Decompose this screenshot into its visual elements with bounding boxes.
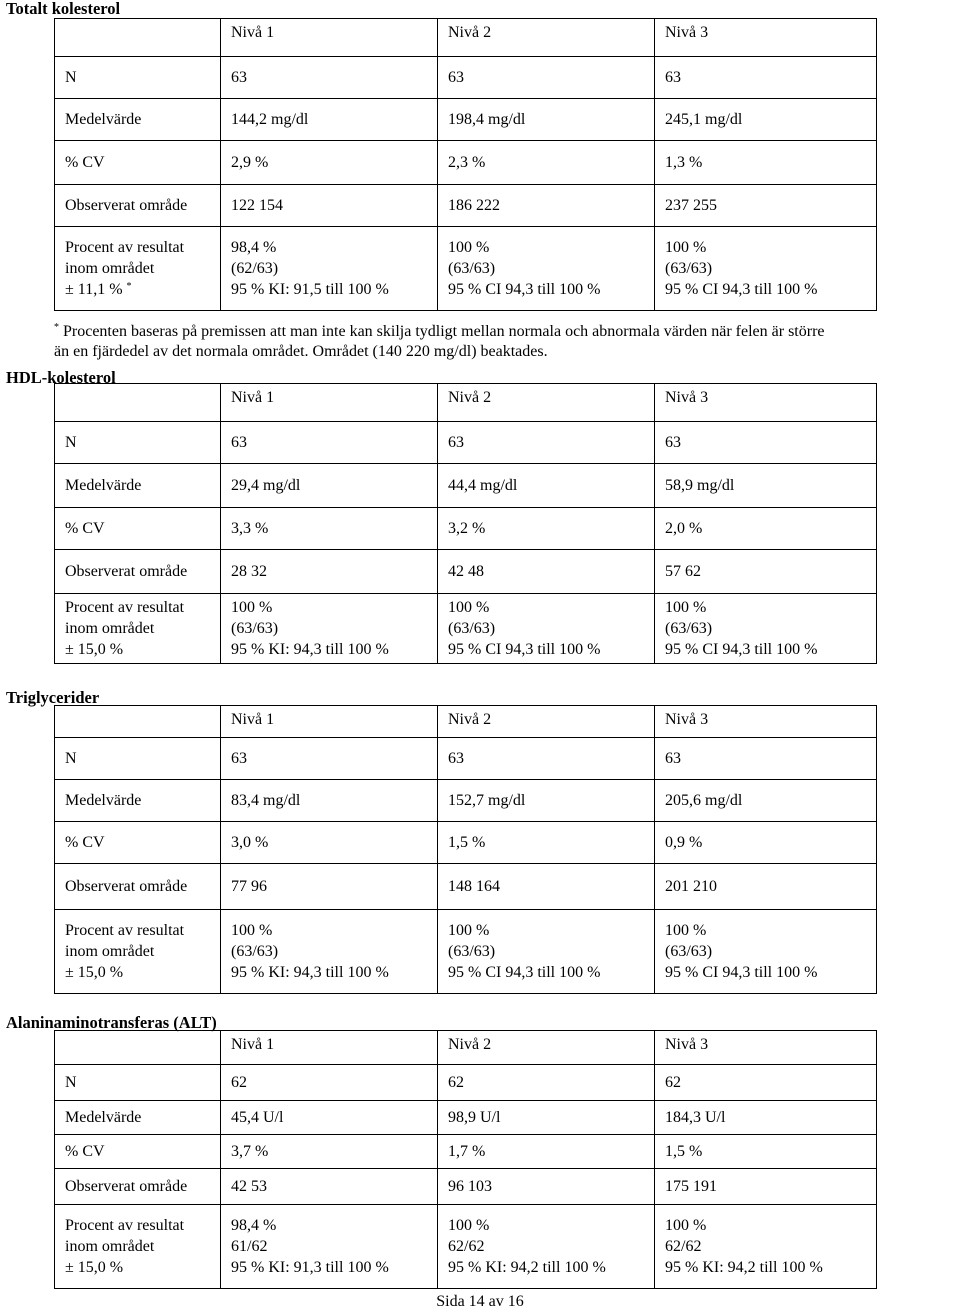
- table-row: [55, 99, 877, 141]
- cell-value: 63: [221, 422, 438, 464]
- cell-value: 62: [438, 1065, 655, 1101]
- cell-value: 175 191: [655, 1169, 877, 1205]
- level-header: Nivå 2: [438, 1031, 655, 1065]
- percent-row: [55, 910, 877, 994]
- level-header: Nivå 2: [438, 706, 655, 738]
- cell-value: 63: [655, 57, 877, 99]
- row-label: Observerat område: [55, 864, 221, 910]
- row-label: Medelvärde: [55, 1101, 221, 1135]
- cell-value: 100 % 62/62 95 % KI: 94,2 till 100 %: [438, 1205, 655, 1289]
- table-header-row: [55, 706, 877, 738]
- cell-value: 3,7 %: [221, 1135, 438, 1169]
- cell-value: 205,6 mg/dl: [655, 780, 877, 822]
- cell-value: 63: [438, 57, 655, 99]
- row-label-line: Procent av resultat: [65, 1217, 185, 1234]
- section-title: Alaninaminotransferas (ALT): [6, 1013, 217, 1032]
- table-row: [55, 864, 877, 910]
- table-row: [55, 1135, 877, 1169]
- cell-value: 62: [655, 1065, 877, 1101]
- row-label-line: inom området: [65, 620, 155, 637]
- row-label: N: [55, 738, 221, 780]
- row-label: Medelvärde: [55, 99, 221, 141]
- cell-value: 100 % (63/63) 95 % CI 94,3 till 100 %: [655, 227, 877, 311]
- cell-value: 144,2 mg/dl: [221, 99, 438, 141]
- footnote-marker: *: [126, 281, 132, 292]
- table-row: [55, 57, 877, 99]
- table-row: [55, 1169, 877, 1205]
- row-label: % CV: [55, 1135, 221, 1169]
- data-table: [54, 18, 877, 311]
- cell-value: 29,4 mg/dl: [221, 464, 438, 508]
- row-label: N: [55, 1065, 221, 1101]
- table-row: [55, 550, 877, 594]
- level-header: Nivå 2: [438, 19, 655, 57]
- cell-value: 186 222: [438, 185, 655, 227]
- cell-value: 2,9 %: [221, 141, 438, 185]
- footnote-text: Procenten baseras på premissen att man inte kan skilja tydligt mellan normala och abnormala värden när felen är större: [63, 323, 825, 340]
- row-label: N: [55, 422, 221, 464]
- header-blank-cell: [55, 19, 221, 57]
- table-row: [55, 185, 877, 227]
- cell-value: 63: [655, 422, 877, 464]
- table-header-row: [55, 19, 877, 57]
- table-row: [55, 822, 877, 864]
- row-label: Medelvärde: [55, 464, 221, 508]
- footnote-marker: *: [54, 322, 59, 333]
- cell-value: 77 96: [221, 864, 438, 910]
- level-header: Nivå 1: [221, 19, 438, 57]
- cell-value: 100 % (63/63) 95 % CI 94,3 till 100 %: [438, 910, 655, 994]
- cell-value: 237 255: [655, 185, 877, 227]
- cell-value: 63: [438, 422, 655, 464]
- row-label: % CV: [55, 141, 221, 185]
- cell-value: 184,3 U/l: [655, 1101, 877, 1135]
- footnote: [54, 322, 954, 362]
- level-header: Nivå 2: [438, 384, 655, 422]
- cell-value: 96 103: [438, 1169, 655, 1205]
- cell-value: 1,7 %: [438, 1135, 655, 1169]
- data-table: [54, 383, 877, 664]
- cell-value: 100 % 62/62 95 % KI: 94,2 till 100 %: [655, 1205, 877, 1289]
- level-header: Nivå 3: [655, 1031, 877, 1065]
- cell-value: 98,4 % (62/63) 95 % KI: 91,5 till 100 %: [221, 227, 438, 311]
- cell-value: 62: [221, 1065, 438, 1101]
- cell-value: 44,4 mg/dl: [438, 464, 655, 508]
- cell-value: 3,2 %: [438, 508, 655, 550]
- row-label-line: inom området: [65, 260, 155, 277]
- table-row: [55, 508, 877, 550]
- cell-value: 98,4 % 61/62 95 % KI: 91,3 till 100 %: [221, 1205, 438, 1289]
- percent-row: [55, 1205, 877, 1289]
- table-row: [55, 1065, 877, 1101]
- cell-value: 63: [438, 738, 655, 780]
- cell-value: 45,4 U/l: [221, 1101, 438, 1135]
- cell-value: 100 % (63/63) 95 % CI 94,3 till 100 %: [438, 227, 655, 311]
- data-table: [54, 1030, 877, 1289]
- cell-value: 148 164: [438, 864, 655, 910]
- row-label: Observerat område: [55, 550, 221, 594]
- data-table: [54, 705, 877, 994]
- row-label-line: inom området: [65, 1238, 155, 1255]
- row-label: Medelvärde: [55, 780, 221, 822]
- percent-row: [55, 227, 877, 311]
- table-header-row: [55, 384, 877, 422]
- cell-value: 3,0 %: [221, 822, 438, 864]
- cell-value: 245,1 mg/dl: [655, 99, 877, 141]
- cell-value: 198,4 mg/dl: [438, 99, 655, 141]
- cell-value: 63: [655, 738, 877, 780]
- cell-value: 2,0 %: [655, 508, 877, 550]
- cell-value: 42 53: [221, 1169, 438, 1205]
- table-row: [55, 1101, 877, 1135]
- cell-value: 0,9 %: [655, 822, 877, 864]
- header-blank-cell: [55, 384, 221, 422]
- table-row: [55, 780, 877, 822]
- row-label: [55, 594, 221, 664]
- row-label-line: ± 15,0 %: [65, 1259, 124, 1276]
- row-label: % CV: [55, 822, 221, 864]
- row-label-line: inom området: [65, 943, 155, 960]
- table-row: [55, 141, 877, 185]
- level-header: Nivå 1: [221, 706, 438, 738]
- header-blank-cell: [55, 1031, 221, 1065]
- page-number: Sida 14 av 16: [436, 1293, 524, 1310]
- section-title: HDL-kolesterol: [6, 368, 116, 387]
- cell-value: 1,5 %: [438, 822, 655, 864]
- table-row: [55, 422, 877, 464]
- row-label: [55, 1205, 221, 1289]
- cell-value: 100 % (63/63) 95 % KI: 94,3 till 100 %: [221, 910, 438, 994]
- table-header-row: [55, 1031, 877, 1065]
- level-header: Nivå 3: [655, 706, 877, 738]
- cell-value: 83,4 mg/dl: [221, 780, 438, 822]
- cell-value: 1,5 %: [655, 1135, 877, 1169]
- section-title: Triglycerider: [6, 688, 100, 707]
- cell-value: 3,3 %: [221, 508, 438, 550]
- cell-value: 57 62: [655, 550, 877, 594]
- level-header: Nivå 3: [655, 19, 877, 57]
- row-label-line: ± 15,0 %: [65, 641, 124, 658]
- cell-value: 100 % (63/63) 95 % CI 94,3 till 100 %: [655, 910, 877, 994]
- header-blank-cell: [55, 706, 221, 738]
- row-label: Observerat område: [55, 1169, 221, 1205]
- level-header: Nivå 1: [221, 1031, 438, 1065]
- cell-value: 63: [221, 57, 438, 99]
- cell-value: 122 154: [221, 185, 438, 227]
- percent-row: [55, 594, 877, 664]
- cell-value: 100 % (63/63) 95 % KI: 94,3 till 100 %: [221, 594, 438, 664]
- row-label-line: ± 15,0 %: [65, 964, 124, 981]
- row-label: [55, 227, 221, 311]
- cell-value: 100 % (63/63) 95 % CI 94,3 till 100 %: [438, 594, 655, 664]
- row-label-line: Procent av resultat: [65, 239, 185, 256]
- cell-value: 2,3 %: [438, 141, 655, 185]
- cell-value: 152,7 mg/dl: [438, 780, 655, 822]
- row-label: % CV: [55, 508, 221, 550]
- section-title: Totalt kolesterol: [6, 0, 121, 18]
- level-header: Nivå 1: [221, 384, 438, 422]
- cell-value: 100 % (63/63) 95 % CI 94,3 till 100 %: [655, 594, 877, 664]
- cell-value: 1,3 %: [655, 141, 877, 185]
- cell-value: 201 210: [655, 864, 877, 910]
- row-label: N: [55, 57, 221, 99]
- table-row: [55, 464, 877, 508]
- cell-value: 42 48: [438, 550, 655, 594]
- row-label: [55, 910, 221, 994]
- row-label: Observerat område: [55, 185, 221, 227]
- cell-value: 98,9 U/l: [438, 1101, 655, 1135]
- table-row: [55, 738, 877, 780]
- footnote-text: än en fjärdedel av det normala området. Området (140 220 mg/dl) beaktades.: [54, 343, 548, 360]
- cell-value: 58,9 mg/dl: [655, 464, 877, 508]
- row-label-line: Procent av resultat: [65, 922, 185, 939]
- cell-value: 28 32: [221, 550, 438, 594]
- row-label-line: Procent av resultat: [65, 599, 185, 616]
- level-header: Nivå 3: [655, 384, 877, 422]
- row-label-line: ± 11,1 % *: [65, 281, 132, 298]
- cell-value: 63: [221, 738, 438, 780]
